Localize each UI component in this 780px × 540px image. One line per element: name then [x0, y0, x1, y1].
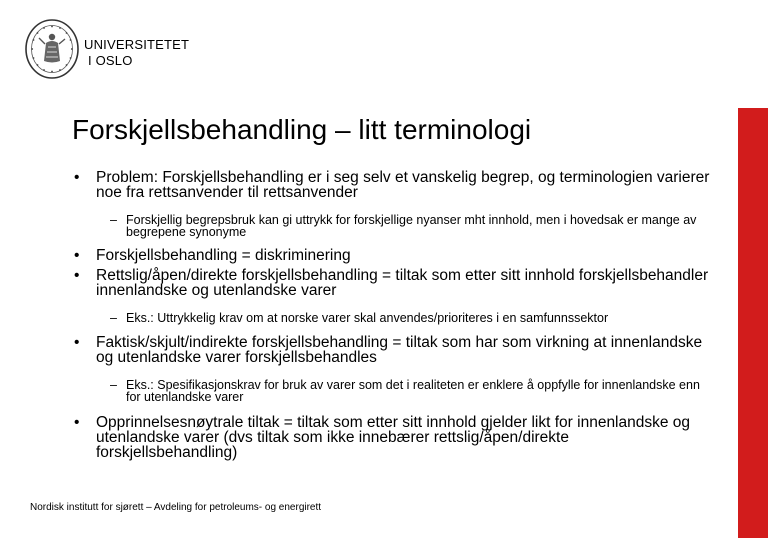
bullet-text: Faktisk/skjult/indirekte forskjellsbehandling = tiltak som har som virkning at innenlandske og utenlandske varer forskjellsbehandles: [96, 334, 703, 366]
sub-bullet-text: Forskjellig begrepsbruk kan gi uttrykk for forskjellige nyanser mht innhold, men i hovedsak er mange av begrepene synonyme: [126, 213, 697, 239]
sub-bullet-indirect-example: [74, 379, 714, 403]
bullet-problem: [74, 170, 714, 200]
university-name-line2: I OSLO: [88, 53, 133, 68]
bullet-text: Forskjellsbehandling = diskriminering: [96, 247, 351, 264]
bullet-origin-neutral: [74, 415, 714, 460]
university-seal-logo: [24, 18, 80, 80]
bullet-marker: •: [74, 169, 80, 186]
bullet-marker: •: [74, 334, 80, 351]
bullet-text: Opprinnelsesnøytrale tiltak = tiltak som etter sitt innhold gjelder likt for innenlandske og utenlandske varer (dvs tiltak som ikke innebærer rettslig/åpen/direkte forskjellsbehandling): [96, 414, 691, 461]
bullet-marker: •: [74, 247, 80, 264]
bullet-indirect-discrimination: [74, 335, 714, 365]
sub-bullet-text: Eks.: Uttrykkelig krav om at norske varer skal anvendes/prioriteres i en samfunnssektor: [126, 311, 609, 325]
university-name-line1: UNIVERSITETET: [84, 37, 190, 52]
footer-text: Nordisk institutt for sjørett – Avdeling for petroleums- og energirett: [30, 502, 322, 513]
accent-bar: [738, 108, 768, 538]
bullet-discrimination: [74, 248, 714, 263]
sub-bullet-marker: –: [110, 378, 117, 392]
university-name: [84, 37, 189, 69]
bullet-text: Rettslig/åpen/direkte forskjellsbehandling = tiltak som etter sitt innhold forskjellsbehandler innenlandske og utenlandske varer: [96, 267, 709, 299]
bullet-text: Problem: Forskjellsbehandling er i seg selv et vanskelig begrep, og terminologien varierer noe fra rettsanvender til rettsanvender: [96, 169, 710, 201]
sub-bullet-marker: –: [110, 213, 117, 227]
sub-bullet-terminology: [74, 214, 714, 238]
bullet-marker: •: [74, 414, 80, 431]
sub-bullet-marker: –: [110, 311, 117, 325]
slide-title: Forskjellsbehandling – litt terminologi: [72, 114, 532, 145]
sub-bullet-direct-example: [74, 312, 714, 324]
sub-bullet-text: Eks.: Spesifikasjonskrav for bruk av varer som det i realiteten er enklere å oppfylle for innenlandske enn for utenlandske varer: [126, 378, 700, 404]
bullet-marker: •: [74, 267, 80, 284]
slide-content: [74, 170, 714, 460]
bullet-direct-discrimination: [74, 268, 714, 298]
